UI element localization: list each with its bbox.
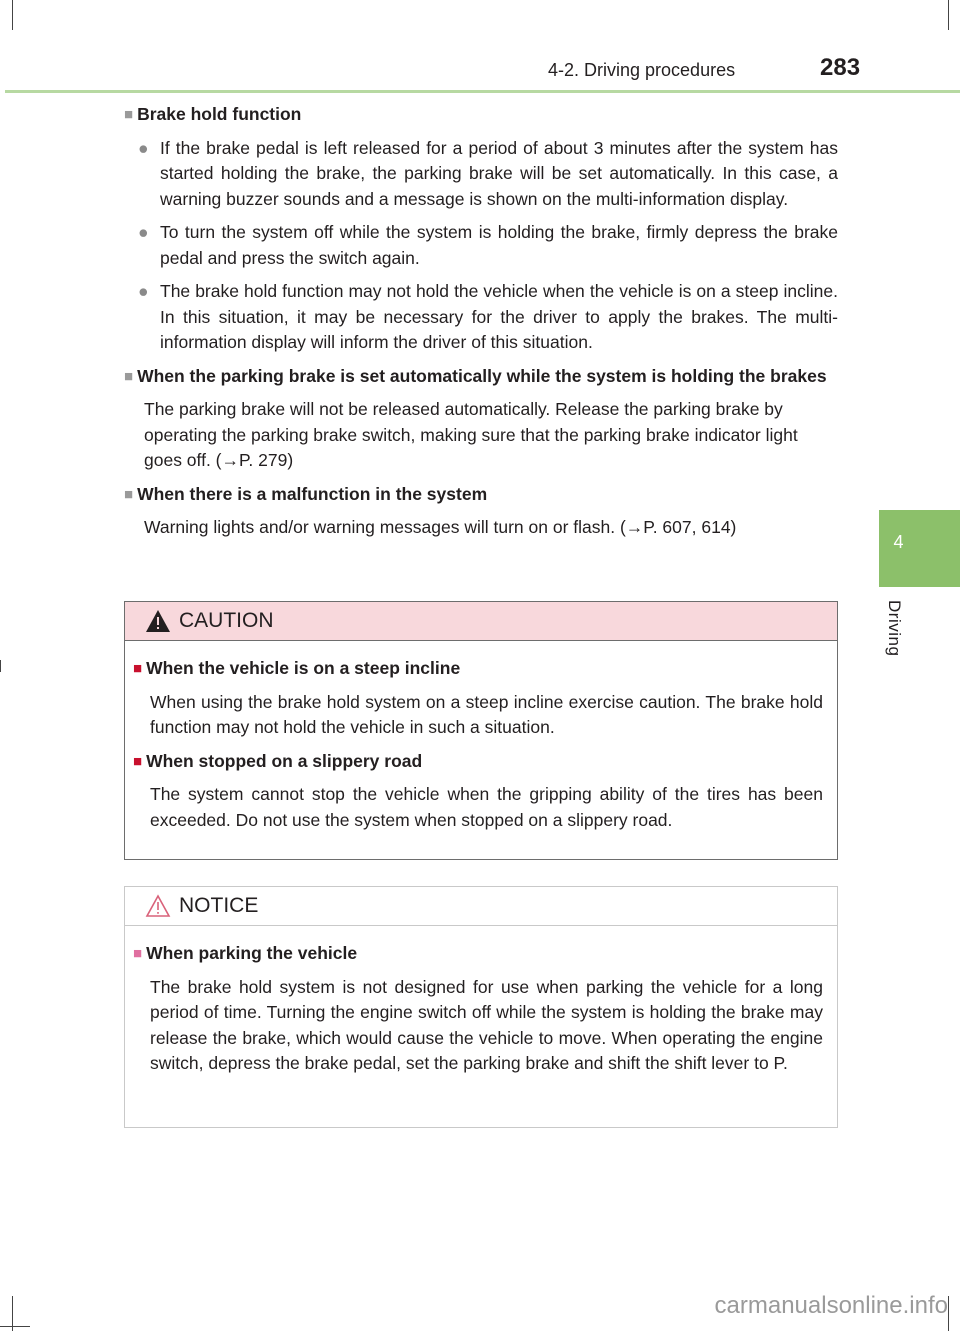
- list-item: [138, 220, 838, 271]
- square-bullet-icon: ■: [133, 945, 143, 962]
- circle-bullet-icon: ●: [138, 222, 149, 242]
- page-number: 283: [820, 54, 861, 81]
- crop-mark: [0, 1326, 30, 1327]
- caution-item-title: When stopped on a slippery road: [146, 750, 423, 771]
- list-item-text: If the brake pedal is left released for a period of about 3 minutes after the system has started holding the brake, the parking brake will be set automatically. In this case, a warning buzzer sounds and a message is shown on the multi-information display.: [160, 137, 838, 209]
- list-item-text: The brake hold function may not hold the vehicle when the vehicle is on a steep incline. In this situation, it may be necessary for the driver to apply the brakes. The multi-information display will inform the driver of this situation.: [160, 281, 838, 352]
- chapter-label: Driving: [885, 600, 904, 657]
- section-breadcrumb: 4-2. Driving procedures: [548, 60, 736, 80]
- circle-bullet-icon: ●: [138, 137, 149, 158]
- chapter-tab: [879, 510, 960, 587]
- section-title: When there is a malfunction in the system: [137, 483, 488, 504]
- notice-box: [124, 886, 838, 1128]
- notice-item-title: When parking the vehicle: [146, 943, 358, 963]
- section-heading: [124, 102, 838, 128]
- section-heading: [124, 364, 838, 390]
- square-bullet-icon: ■: [124, 367, 134, 385]
- list-item-text: To turn the system off while the system is holding the brake, firmly depress the brake pedal and press the switch again.: [160, 222, 838, 268]
- section-paragraph: The parking brake will not be released automatically. Release the parking brake by operating the parking brake switch, making sure that the parking brake indicator light goes off. (→P. 279): [144, 399, 798, 470]
- crop-mark: [948, 1296, 949, 1331]
- section-title: When the parking brake is set automatically while the system is holding the brakes: [137, 365, 827, 386]
- notice-item-heading: [133, 941, 823, 967]
- warning-triangle-icon: [145, 609, 171, 633]
- list-item: [138, 279, 838, 356]
- header-divider: [5, 90, 960, 93]
- square-bullet-icon: ■: [124, 106, 134, 123]
- caution-item-text: The system cannot stop the vehicle when the gripping ability of the tires has been exceeded. Do not use the system when stopped on a slippery road.: [150, 784, 823, 830]
- crop-mark: [948, 0, 949, 30]
- crop-mark: [0, 660, 1, 672]
- caution-header: [125, 602, 837, 641]
- list-item: [138, 136, 838, 213]
- square-bullet-icon: ■: [124, 485, 134, 503]
- square-bullet-icon: ■: [133, 660, 143, 677]
- main-content: [124, 102, 838, 549]
- caution-box: [124, 601, 838, 860]
- notice-header: [125, 887, 837, 926]
- circle-bullet-icon: ●: [138, 281, 149, 301]
- section-paragraph: Warning lights and/or warning messages will turn on or flash. (→P. 607, 614): [144, 517, 737, 537]
- caution-title: CAUTION: [179, 609, 274, 632]
- chapter-number: 4: [893, 532, 904, 552]
- caution-item-text: When using the brake hold system on a steep incline exercise caution. The brake hold function may not hold the vehicle in such a situation.: [150, 691, 823, 737]
- warning-triangle-outline-icon: [145, 894, 171, 918]
- crop-mark: [12, 0, 13, 30]
- notice-item-text: The brake hold system is not designed for use when parking the vehicle for a long period of time. Turning the engine switch off while the system is holding the brake may release the brake, which would cause the vehicle to move. When operating the engine switch, depress the brake pedal, set the parking brake and shift the shift lever to P.: [150, 976, 823, 1073]
- caution-item-heading: [133, 749, 823, 775]
- notice-title: NOTICE: [179, 894, 259, 917]
- section-title: Brake hold function: [137, 104, 302, 124]
- square-bullet-icon: ■: [133, 752, 143, 770]
- caution-body: [125, 641, 837, 851]
- watermark: carmanualsonline.info: [714, 1292, 948, 1319]
- notice-body: [125, 926, 837, 1095]
- caution-item-title: When the vehicle is on a steep incline: [146, 658, 461, 678]
- section-heading: [124, 482, 838, 508]
- caution-item-heading: [133, 656, 823, 682]
